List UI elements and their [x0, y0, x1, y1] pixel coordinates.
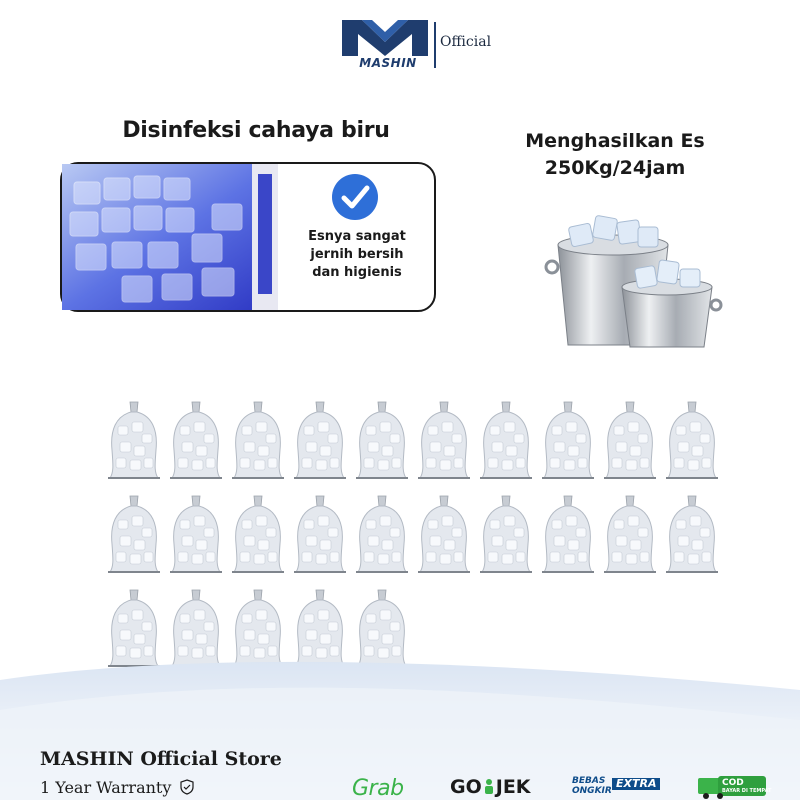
- official-label: Official: [440, 34, 492, 50]
- disinfection-info: [278, 164, 436, 310]
- ice-bag-icon: [662, 494, 722, 574]
- ice-bag-icon: [290, 494, 350, 574]
- ice-bag-icon: [600, 494, 660, 574]
- ice-bag-icon: [352, 400, 412, 480]
- ice-bag-icon: [228, 400, 288, 480]
- check-circle-icon: [332, 174, 378, 220]
- ice-bag-icon: [538, 494, 598, 574]
- extra-badge: EXTRA: [612, 778, 660, 790]
- disinfection-text-line: Esnya sangat: [308, 229, 406, 244]
- ice-bag-icon: [538, 400, 598, 480]
- ice-bag-icon: [166, 494, 226, 574]
- disinfection-text-line: dan higienis: [312, 265, 402, 280]
- bebas-text: BEBAS: [572, 776, 606, 786]
- production-title-line: 250Kg/24jam: [544, 157, 686, 179]
- production-title: [500, 128, 730, 182]
- ice-bag-icon: [414, 494, 474, 574]
- store-name: MASHIN Official Store: [40, 748, 282, 770]
- ice-bag-icon: [662, 400, 722, 480]
- warranty-info: [40, 778, 195, 797]
- mashin-logo-icon: [342, 20, 428, 56]
- gojek-figure-icon: [482, 778, 496, 796]
- ice-bag-icon: [228, 494, 288, 574]
- brand-name: MASHIN: [359, 56, 417, 70]
- ice-bag-icon: [166, 400, 226, 480]
- disinfection-card: [60, 162, 436, 312]
- cod-logo: [698, 776, 772, 800]
- ice-bag-icon: [414, 400, 474, 480]
- blue-light-ice-photo: [62, 164, 278, 310]
- ice-buckets-illustration: [540, 205, 720, 350]
- ice-bag-icon: [600, 400, 660, 480]
- disinfection-title: Disinfeksi cahaya biru: [122, 118, 390, 143]
- cod-text: COD: [722, 778, 744, 788]
- ongkir-text: ONGKIR: [572, 786, 612, 796]
- bebas-ongkir-logo: [572, 776, 657, 800]
- gojek-logo: [450, 776, 531, 800]
- ice-bag-icon: [476, 494, 536, 574]
- ice-bag-icon: [352, 494, 412, 574]
- cod-sub-text: BAYAR DI TEMPAT: [722, 788, 772, 794]
- ice-bag-icon: [476, 400, 536, 480]
- production-title-line: Menghasilkan Es: [525, 130, 705, 152]
- brand-logo: [342, 20, 507, 70]
- gojek-text-left: GO: [450, 776, 482, 798]
- grab-logo: Grab: [352, 776, 404, 801]
- disinfection-text: [278, 228, 436, 282]
- ice-bag-icon: [104, 494, 164, 574]
- warranty-text: 1 Year Warranty: [40, 778, 172, 797]
- disinfection-text-line: jernih bersih: [310, 247, 404, 262]
- shield-check-icon: [179, 779, 195, 795]
- ice-bag-icon: [290, 400, 350, 480]
- logo-divider: [434, 22, 436, 68]
- gojek-text-right: JEK: [495, 776, 531, 798]
- ice-bag-icon: [104, 400, 164, 480]
